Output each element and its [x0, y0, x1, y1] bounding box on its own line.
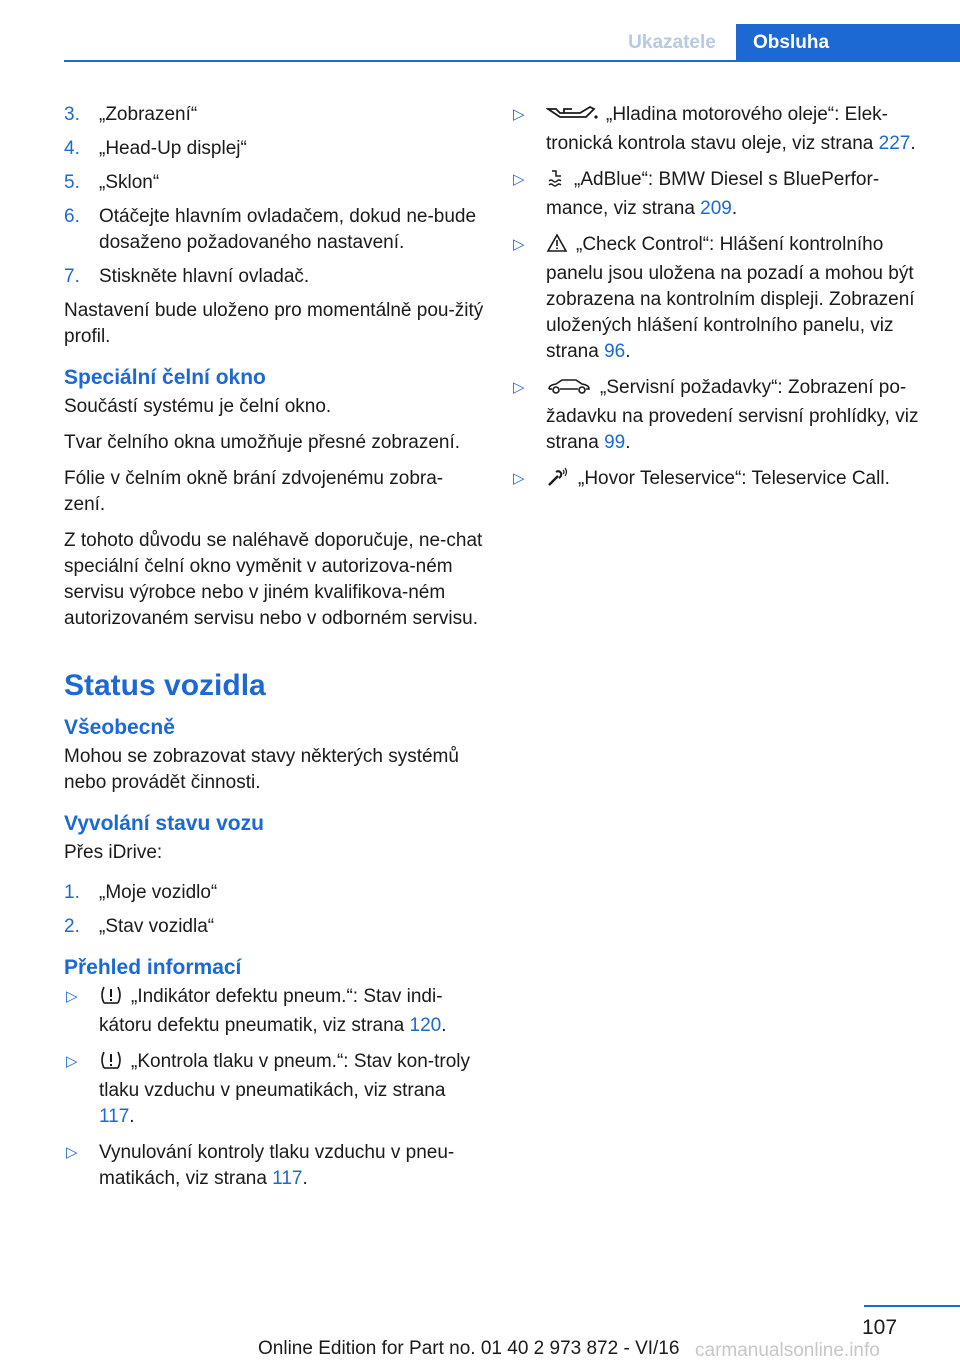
- page-link[interactable]: 96: [604, 341, 626, 362]
- page-link[interactable]: 209: [700, 198, 732, 219]
- tire-pressure-icon: [99, 1050, 123, 1078]
- page-link[interactable]: 117: [99, 1106, 130, 1127]
- edition-note: Online Edition for Part no. 01 40 2 973 872 - VI/16: [258, 1338, 680, 1359]
- footer-rule: [864, 1305, 960, 1307]
- paragraph: Fólie v čelním okně brání zdvojenému zobra-zení.: [64, 468, 444, 515]
- call-status-heading: Vyvolání stavu vozu: [64, 812, 264, 835]
- list-item: ▷ „Kontrola tlaku v pneum.“: Stav kon-troly tlaku vzduchu v pneumatikách, viz strana 117.: [66, 1051, 470, 1127]
- list-item: ▷ Vynulování kontroly tlaku vzduchu v pneu-matikách, viz strana 117.: [66, 1142, 455, 1189]
- list-item: 5. „Sklon“: [64, 172, 160, 193]
- adblue-icon: [546, 168, 566, 196]
- bullet-triangle-icon: ▷: [513, 106, 525, 123]
- header-rule: [64, 60, 960, 62]
- list-item: ▷ „Indikátor defektu pneum.“: Stav indi-kátoru defektu pneumatik, viz strana 120.: [66, 986, 447, 1036]
- section-title: Status vozidla: [64, 669, 266, 702]
- right-column: [511, 102, 931, 505]
- list-item: 1. „Moje vozidlo“: [64, 882, 218, 903]
- general-heading: Všeobecně: [64, 716, 175, 739]
- bullet-triangle-icon: ▷: [66, 988, 78, 1005]
- tire-warning-icon: [99, 985, 123, 1013]
- paragraph: Mohou se zobrazovat stavy některých systémů nebo provádět činnosti.: [64, 746, 459, 793]
- list-item: 7. Stiskněte hlavní ovladač.: [64, 266, 310, 287]
- wrench-signal-icon: [546, 467, 570, 495]
- bullet-triangle-icon: ▷: [513, 470, 525, 487]
- list-item: 2. „Stav vozidla“: [64, 916, 215, 937]
- bullet-triangle-icon: ▷: [513, 379, 525, 396]
- page-link[interactable]: 117: [272, 1168, 303, 1189]
- page-link[interactable]: 120: [409, 1015, 442, 1036]
- page-link[interactable]: 227: [878, 133, 911, 154]
- paragraph: Tvar čelního okna umožňuje přesné zobrazení.: [64, 432, 461, 453]
- list-item: 6. Otáčejte hlavním ovladačem, dokud ne-bude dosaženo požadovaného nastavení.: [64, 206, 477, 253]
- paragraph: Přes iDrive:: [64, 842, 163, 863]
- service-car-icon: [546, 376, 592, 404]
- bullet-triangle-icon: ▷: [66, 1144, 78, 1161]
- list-item: ▷ „Hovor Teleservice“: Teleservice Call.: [511, 466, 931, 495]
- bullet-triangle-icon: ▷: [513, 171, 525, 188]
- tab-ukazatele[interactable]: Ukazatele: [628, 32, 716, 53]
- tab-obsluha[interactable]: Obsluha: [736, 24, 960, 61]
- page-link[interactable]: 99: [604, 432, 626, 453]
- list-item: 4. „Head-Up displej“: [64, 138, 247, 159]
- list-item: ▷ „AdBlue“: BMW Diesel s BluePerfor-mance, viz strana 209.: [513, 169, 880, 219]
- warning-triangle-icon: [546, 233, 568, 261]
- list-item: ▷ „Servisní požadavky“: Zobrazení po-žadavku na provedení servisní prohlídky, viz strana 99.: [513, 377, 919, 453]
- special-windshield-heading: Speciální čelní okno: [64, 366, 266, 389]
- overview-heading: Přehled informací: [64, 956, 242, 979]
- bullet-triangle-icon: ▷: [513, 236, 525, 253]
- paragraph: Součástí systému je čelní okno.: [64, 396, 332, 417]
- list-item: ▷ „Hladina motorového oleje“: Elek-tronická kontrola stavu oleje, viz strana 227.: [513, 104, 916, 154]
- bullet-triangle-icon: ▷: [66, 1053, 78, 1070]
- saved-note: Nastavení bude uloženo pro momentálně pou-žitý profil.: [64, 300, 484, 347]
- list-item: ▷ „Check Control“: Hlášení kontrolního panelu jsou uložena na pozadí a mohou být zobrazena na kontrolním displeji. Zobrazení uložených hlášení kontrolního panelu, viz strana 96.: [513, 234, 915, 362]
- list-item: 3. „Zobrazení“: [64, 104, 198, 125]
- left-column: [64, 102, 484, 1202]
- watermark: carmanualsonline.info: [695, 1340, 880, 1361]
- paragraph: Z tohoto důvodu se naléhavě doporučuje, ne-chat speciální čelní okno vyměnit v autorizova-ném servisu výrobce nebo v jiném kvalifikova-ném autorizovaném servisu nebo v odborném servisu.: [64, 530, 483, 629]
- page-number: 107: [862, 1316, 898, 1339]
- oil-can-icon: [546, 103, 598, 131]
